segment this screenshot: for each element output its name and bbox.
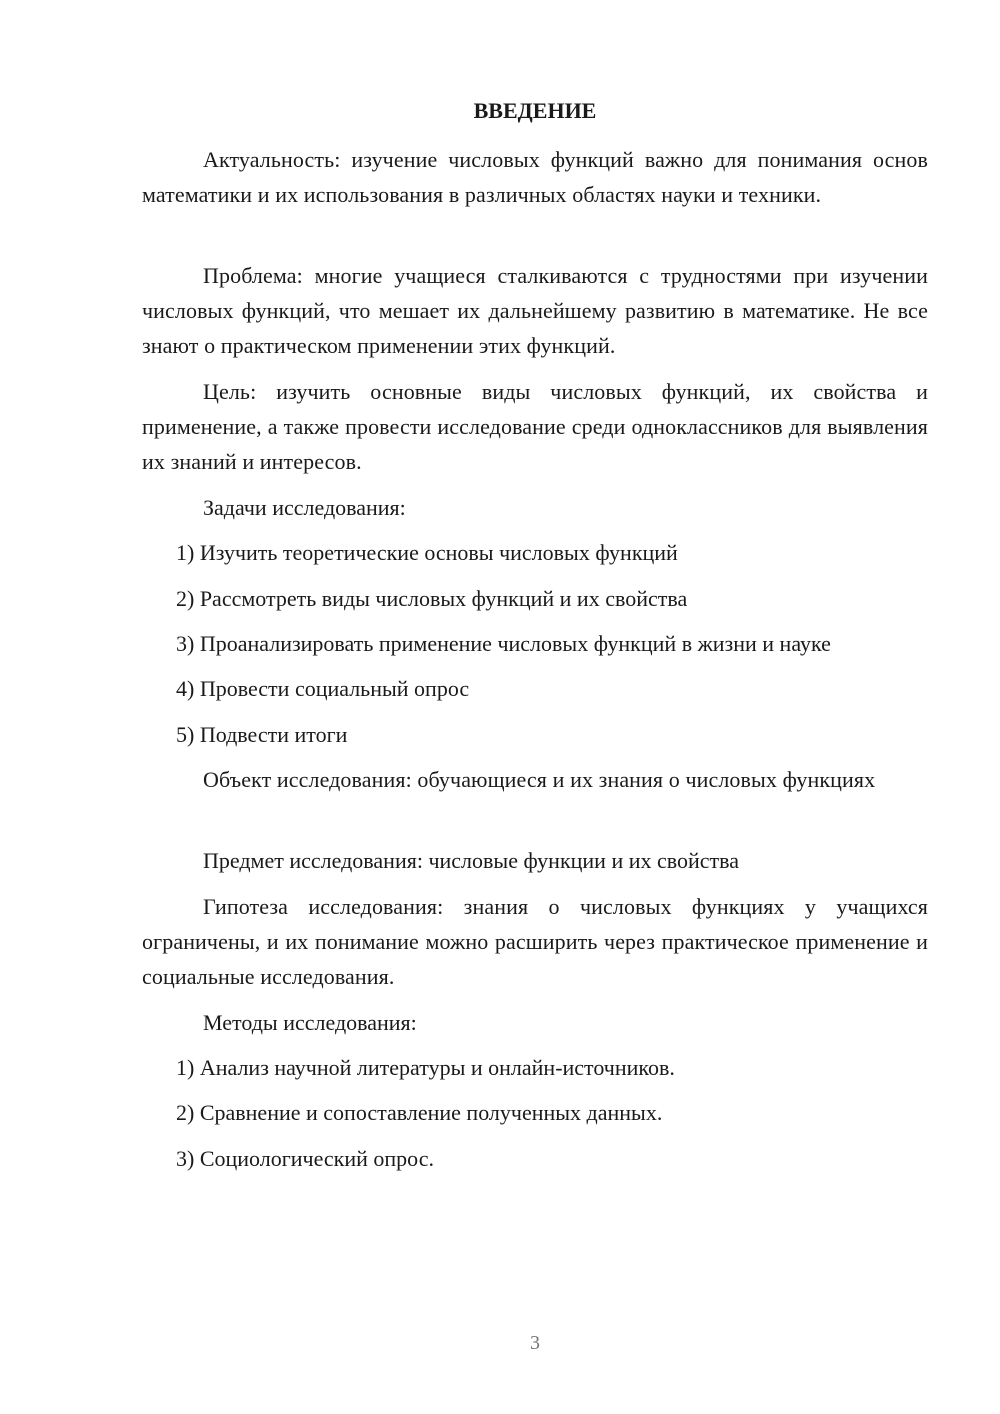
- task-item-2: 2) Рассмотреть виды числовых функций и их свойства: [176, 586, 688, 611]
- task-item-3: 3) Проанализировать применение числовых функций в жизни и науке: [176, 631, 831, 656]
- task-item-1: 1) Изучить теоретические основы числовых функций: [176, 540, 678, 565]
- method-item-3: 3) Социологический опрос.: [176, 1146, 434, 1171]
- hypothesis-paragraph: Гипотеза исследования: знания о числовых функциях у учащихся ограничены, и их понимание можно расширить через практическое применение и социальные исследования.: [142, 894, 928, 989]
- page-title: ВВЕДЕНИЕ: [473, 98, 597, 123]
- task-item-4: 4) Провести социальный опрос: [176, 676, 470, 701]
- object-paragraph: Объект исследования: обучающиеся и их знания о числовых функциях: [203, 767, 876, 792]
- subject-paragraph: Предмет исследования: числовые функции и их свойства: [203, 848, 740, 873]
- relevance-paragraph: Актуальность: изучение числовых функций важно для понимания основ математики и их использования в различных областях науки и техники.: [142, 147, 928, 207]
- tasks-heading: Задачи исследования:: [203, 495, 406, 520]
- page-number: 3: [530, 1332, 540, 1354]
- method-item-1: 1) Анализ научной литературы и онлайн-источников.: [176, 1055, 675, 1080]
- method-item-2: 2) Сравнение и сопоставление полученных данных.: [176, 1100, 663, 1125]
- problem-paragraph: Проблема: многие учащиеся сталкиваются с трудностями при изучении числовых функций, что мешает их дальнейшему развитию в математике. Не все знают о практическом применении этих функций.: [142, 263, 928, 358]
- methods-heading: Методы исследования:: [203, 1010, 417, 1035]
- task-item-5: 5) Подвести итоги: [176, 722, 348, 747]
- goal-paragraph: Цель: изучить основные виды числовых функций, их свойства и применение, а также провести исследование среди одноклассников для выявления их знаний и интересов.: [142, 379, 928, 474]
